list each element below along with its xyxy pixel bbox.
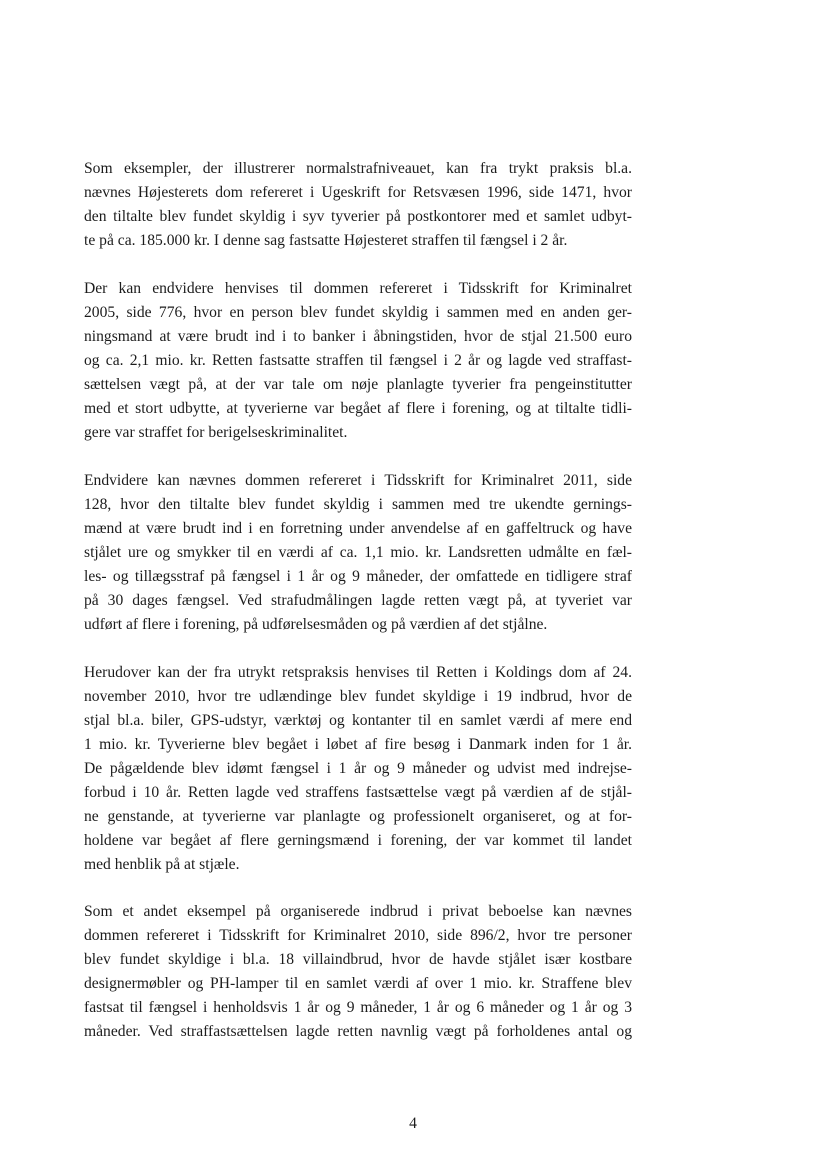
text-line: og ca. 2,1 mio. kr. Retten fastsatte straffen til fængsel i 2 år og lagde ved straffast- [84,352,632,369]
paragraph-5 [84,900,632,1044]
text-line: mænd at være brudt ind i en forretning under anvendelse af en gaffeltruck og have [84,520,632,537]
text-line: 2005, side 776, hvor en person blev fundet skyldig i sammen med en anden ger- [84,304,632,321]
text-line: Som et andet eksempel på organiserede indbrud i privat beboelse kan nævnes [84,903,632,920]
text-line: Der kan endvidere henvises til dommen refereret i Tidsskrift for Kriminalret [84,280,632,297]
paragraph-1 [84,157,632,253]
text-line: dommen refereret i Tidsskrift for Kriminalret 2010, side 896/2, hvor tre personer [84,927,632,944]
text-line: De pågældende blev idømt fængsel i 1 år og 9 måneder og udvist med indrejse- [84,760,632,777]
text-line: Som eksempler, der illustrerer normalstrafniveauet, kan fra trykt praksis bl.a. [84,160,632,177]
text-line: holdene var begået af flere gerningsmænd i forening, der var kommet til landet [84,832,632,849]
text-line: Herudover kan der fra utrykt retspraksis henvises til Retten i Koldings dom af 24. [84,664,632,681]
text-line: 128, hvor den tiltalte blev fundet skyldig i sammen med tre ukendte gernings- [84,496,632,513]
text-line: nævnes Højesterets dom refereret i Ugeskrift for Retsvæsen 1996, side 1471, hvor [84,184,632,201]
text-line: te på ca. 185.000 kr. I denne sag fastsatte Højesteret straffen til fængsel i 2 år. [84,232,568,249]
text-line: med et stort udbytte, at tyverierne var begået af flere i forening, og at tiltalte tidli- [84,400,632,417]
paragraph-3 [84,469,632,637]
text-line: med henblik på at stjæle. [84,856,240,873]
paragraph-2 [84,277,632,445]
text-line: blev fundet skyldige i bl.a. 18 villaindbrud, hvor de havde stjålet især kostbare [84,951,632,968]
text-line: ningsmand at være brudt ind i to banker i åbningstiden, hvor de stjal 21.500 euro [84,328,632,345]
text-line: måneder. Ved straffastsættelsen lagde retten navnlig vægt på forholdenes antal og [84,1023,632,1040]
text-line: den tiltalte blev fundet skyldig i syv tyverier på postkontorer med et samlet udbyt- [84,208,632,225]
page-number: 4 [409,1115,417,1132]
text-line: november 2010, hvor tre udlændinge blev fundet skyldige i 19 indbrud, hvor de [84,688,632,705]
text-line: gere var straffet for berigelseskriminalitet. [84,424,348,441]
text-line: les- og tillægsstraf på fængsel i 1 år og 9 måneder, der omfattede en tidligere straf [84,568,632,585]
text-line: på 30 dages fængsel. Ved strafudmålingen lagde retten vægt på, at tyveriet var [84,592,632,609]
text-line: 1 mio. kr. Tyverierne blev begået i løbet af fire besøg i Danmark inden for 1 år. [84,736,632,753]
text-line: ne genstande, at tyverierne var planlagte og professionelt organiseret, og at for- [84,808,632,825]
text-line: forbud i 10 år. Retten lagde ved straffens fastsættelse vægt på værdien af de stjål- [84,784,632,801]
text-line: stjal bl.a. biler, GPS-udstyr, værktøj og kontanter til en samlet værdi af mere end [84,712,632,729]
text-line: udført af flere i forening, på udførelsesmåden og på værdien af det stjålne. [84,616,548,633]
text-line: Endvidere kan nævnes dommen refereret i Tidsskrift for Kriminalret 2011, side [84,472,632,489]
text-line: sættelsen vægt på, at der var tale om nøje planlagte tyverier fra pengeinstitutter [84,376,632,393]
text-line: fastsat til fængsel i henholdsvis 1 år og 9 måneder, 1 år og 6 måneder og 1 år og 3 [84,999,632,1016]
text-line: designermøbler og PH-lamper til en samlet værdi af over 1 mio. kr. Straffene blev [84,975,632,992]
text-line: stjålet ure og smykker til en værdi af ca. 1,1 mio. kr. Landsretten udmålte en fæl- [84,544,632,561]
paragraph-4 [84,661,632,877]
